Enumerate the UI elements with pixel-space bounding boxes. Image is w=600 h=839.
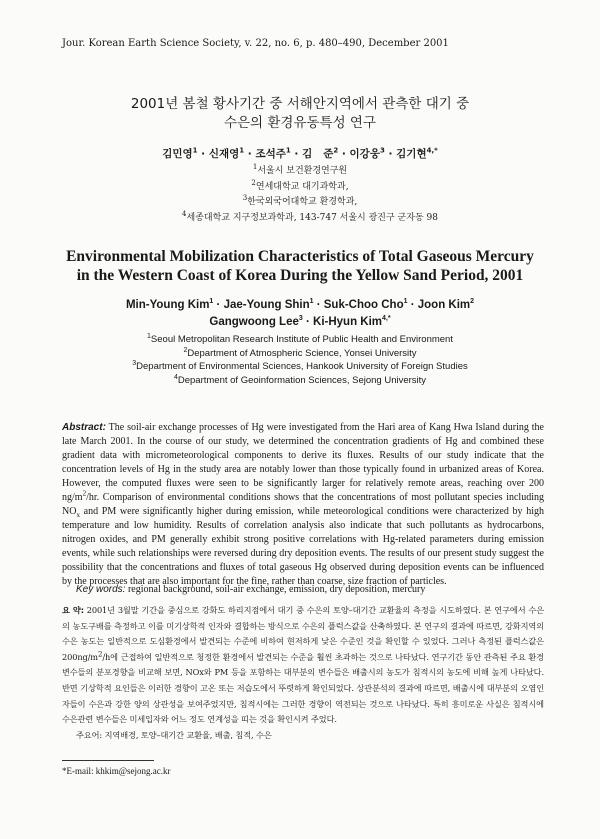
korean-abstract-text: 2001년 3월말 기간을 중심으로 강화도 하리지점에서 대기 중 수은의 토양–대기간 교환율의 측정을 시도하였다. 본 연구에서 수은의 농도구배를 측정하고 이를 미기상학적 인자와 결합하는 방식으로 수은의 플럭스값을 산축하였다. 본 연구의 결과에 따르면, 강화지역의 수은 농도는 일반적으로 도심환경에서 발견되는 수준에 비하여 현저하게 낮은 수준인 것을 확인할 수 있었다. 그러나 측정된 플럭스값은 200ng/m bbox=[62, 605, 545, 662]
affiliation-text: 연세대학교 대기과학과, bbox=[255, 181, 349, 192]
korean-author-list: 김민영$^1$ · 신재영$^1$ · 조석주$^1$ · 김 준$^2$ · 이강웅$^3$ · 김기현$^{4,*}$ bbox=[162, 146, 438, 160]
english-affiliation bbox=[0, 360, 600, 374]
english-author: Jae-Young Shin bbox=[223, 299, 310, 311]
affiliation-text: Department of Environmental Sciences, Hankook University of Foreign Studies bbox=[136, 361, 468, 372]
english-keywords bbox=[62, 583, 544, 597]
english-author: Suk-Choo Cho bbox=[323, 299, 404, 311]
affiliation-superscript: 4 bbox=[173, 373, 178, 381]
english-title bbox=[40, 247, 560, 285]
korean-affiliation bbox=[0, 195, 600, 211]
affiliation-superscript: 4 bbox=[182, 209, 187, 218]
korean-title bbox=[0, 95, 600, 133]
author-superscript: 1 bbox=[192, 146, 198, 155]
author-superscript: 1 bbox=[285, 146, 291, 155]
english-author-line-1: Min-Young Kim$^1$ · Jae-Young Shin$^1$ · Suk-Choo Cho$^1$ · Joon Kim$^2$ bbox=[125, 298, 475, 311]
author-superscript: 1 bbox=[209, 298, 214, 306]
english-author: Ki-Hyun Kim bbox=[313, 316, 383, 328]
english-title-line-1: Environmental Mobilization Characteristics of Total Gaseous Mercury bbox=[66, 248, 534, 265]
affiliation-superscript: 3 bbox=[132, 359, 137, 367]
affiliation-text: Department of Geoinformation Sciences, Sejong University bbox=[177, 374, 427, 386]
english-abstract bbox=[62, 421, 544, 589]
korean-abstract-superscript: 2 bbox=[97, 650, 103, 659]
affiliation-text: Seoul Metropolitan Research Institute of Public Health and Environment bbox=[150, 334, 453, 345]
english-author: Min-Young Kim bbox=[125, 299, 210, 311]
english-author: Gangwoong Lee bbox=[209, 316, 299, 328]
affiliation-superscript: 1 bbox=[252, 163, 258, 171]
english-affiliation bbox=[0, 374, 600, 388]
english-affiliation bbox=[0, 333, 600, 347]
journal-citation: Jour. Korean Earth Science Society, v. 22, no. 6, p. 480–490, December 2001 bbox=[62, 38, 449, 49]
author-superscript: 1 bbox=[239, 146, 245, 155]
english-title-line-2: in the Western Coast of Korea During the Yellow Sand Period, 2001 bbox=[76, 267, 524, 284]
affiliation-text: Department of Atmospheric Science, Yonsei University bbox=[187, 347, 417, 359]
abstract-subscript: x bbox=[76, 511, 80, 519]
korean-keywords-label: 주요어: bbox=[76, 729, 103, 740]
korean-author: 이강웅 bbox=[349, 148, 380, 160]
english-affiliations bbox=[0, 333, 600, 387]
english-author: Joon Kim bbox=[417, 299, 471, 311]
author-superscript: 4,* bbox=[382, 315, 391, 323]
korean-author: 신재영 bbox=[208, 148, 240, 160]
korean-abstract-text: /h에 근접하여 일반적으로 청정한 환경에서 발견되는 수준을 훨씬 초과하는 것으로 나타났다. 연구기간 동안 관측된 주요 환경변수들의 분포경향을 비교해 보면, NOx와 PM 등을 포함하는 대부분의 변수들은 배출시의 농도가 침적시의 농도에 비해 높게 나타났다. 반면 기상학적 요인들은 이러한 경향이 고온 또는 저습도에서 뚜렷하게 확인되었다. 상관분석의 결과에 따르면, 배출시에 대부분의 오염인자들이 수은과 강한 양의 상관성을 보여주었지만, 침적시에는 그러한 경향이 역전되는 것으로 나타났다. 특히 흥미로운 사실은 침적시에 수은관련 변수들은 미세입자와 어느 정도 연계성을 띠는 것을 확인시켜 주었다. bbox=[62, 651, 544, 725]
author-superscript: 4,* bbox=[426, 146, 438, 155]
affiliation-superscript: 1 bbox=[147, 332, 151, 340]
korean-keywords bbox=[76, 728, 544, 744]
korean-title-line-2: 수은의 환경유동특성 연구 bbox=[223, 115, 377, 131]
abstract-superscript: 2 bbox=[82, 489, 87, 498]
korean-author: 김기현 bbox=[396, 148, 427, 160]
author-superscript: 1 bbox=[309, 298, 314, 306]
affiliation-text: 한국외국어대학교 환경학과, bbox=[247, 197, 358, 207]
abstract-text: /hr. Comparison of environmental conditions shows that the concentrations of most pollutant species including NO bbox=[62, 492, 544, 517]
korean-author: 조석주 bbox=[255, 148, 286, 160]
author-superscript: 1 bbox=[403, 298, 408, 306]
affiliation-text: 세종대학교 지구정보과학과, 143-747 서울시 광진구 군자동 98 bbox=[186, 212, 438, 223]
korean-affiliation bbox=[0, 211, 600, 227]
abstract-text: The soil-air exchange processes of Hg were investigated from the Hari area of Kang Hwa Island during the late March 2001. In the course of our study, we determined the concentration gradients of Hg and combined these gradient data with micrometeorological components to derive its fluxes. Results of our study indicate that the concentration levels of Hg in the study area are notably lower than those typically found in urbanized areas of Korea. However, the computed fluxes were seen to be significantly larger for relatively remote areas, reaching over 200 ng/m bbox=[62, 422, 544, 503]
affiliation-superscript: 2 bbox=[183, 346, 188, 354]
corresponding-email: *E-mail: khkim@sejong.ac.kr bbox=[62, 766, 171, 776]
english-affiliation bbox=[0, 347, 600, 361]
korean-abstract-label: 요 약: bbox=[62, 605, 84, 615]
korean-affiliation bbox=[0, 164, 600, 180]
author-superscript: 2 bbox=[333, 146, 339, 155]
korean-affiliations bbox=[0, 164, 600, 226]
korean-affiliation bbox=[0, 180, 600, 196]
author-superscript: 3 bbox=[379, 146, 385, 155]
keywords-label: Key words: bbox=[76, 584, 126, 595]
author-superscript: 2 bbox=[470, 298, 475, 306]
keywords-text: regional background, soil-air exchange, emission, dry deposition, mercury bbox=[125, 584, 426, 595]
abstract-text: and PM were significantly higher during emission, while meteorological conditions were characterized by high temperature and low humidity. Results of correlation analysis also indicate that such pollutants as hydrocarbons, nitrogen oxides, and PM generally exhibit strong positive correlations with Hg-related parameters during emission events, while such relationships were reversed during dry deposition events. The results of our present study suggest the possibility that the concentrations and fluxes of total gaseous Hg observed during deposition events can be influenced by the processes that are also important for the fine, rather than coarse, size fraction of particles. bbox=[62, 506, 544, 587]
affiliation-superscript: 3 bbox=[242, 194, 248, 202]
author-superscript: 3 bbox=[298, 315, 303, 323]
english-author-line-2: Gangwoong Lee$^3$ · Ki-Hyun Kim$^{4,*}$ bbox=[209, 315, 391, 328]
affiliation-text: 서울시 보건환경연구원 bbox=[257, 166, 348, 176]
korean-abstract bbox=[62, 603, 544, 743]
abstract-label: Abstract: bbox=[62, 422, 106, 433]
english-author-list bbox=[0, 297, 600, 331]
korean-keywords-text: 지역배경, 토양–대기간 교환율, 배출, 침적, 수은 bbox=[102, 729, 272, 740]
korean-author: 김민영 bbox=[162, 148, 193, 160]
korean-title-line-1: 2001년 봄철 황사기간 중 서해안지역에서 관측한 대기 중 bbox=[130, 96, 470, 112]
footnote-divider bbox=[62, 760, 154, 761]
korean-author: 김 준 bbox=[302, 148, 334, 160]
affiliation-superscript: 2 bbox=[251, 178, 256, 187]
